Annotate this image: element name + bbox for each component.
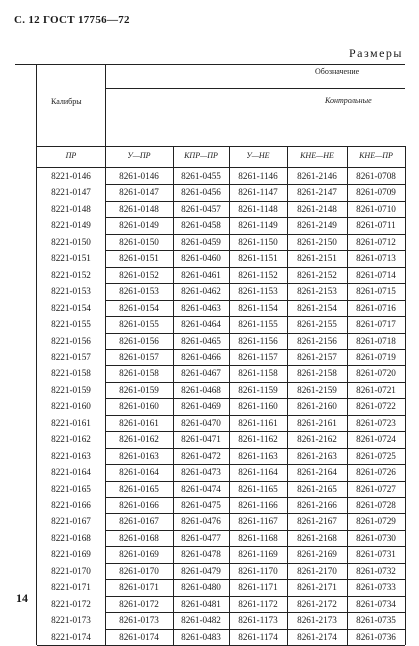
table-cell: 8261-2161 xyxy=(297,417,337,428)
table-cell: 8261-2171 xyxy=(297,582,337,593)
table-cell: 8261-0174 xyxy=(119,631,159,642)
table-cell: 8261-0732 xyxy=(356,565,396,576)
table-cell: 8261-0477 xyxy=(181,532,221,543)
column-header: КНЕ—ПР xyxy=(359,151,393,160)
table-cell: 8261-0713 xyxy=(356,253,396,264)
table-cell: 8221-0147 xyxy=(51,187,91,198)
table-cell: 8261-0459 xyxy=(181,236,221,247)
table-cell: 8261-1153 xyxy=(238,286,278,297)
table-cell: 8261-0159 xyxy=(119,384,159,395)
table-cell: 8261-0721 xyxy=(356,384,396,395)
table-cell: 8261-2169 xyxy=(297,549,337,560)
table-cell: 8261-1167 xyxy=(238,516,278,527)
table-cell: 8261-0166 xyxy=(119,500,159,510)
table-cell: 8261-0480 xyxy=(181,582,221,593)
table-right-rule xyxy=(405,146,406,645)
table-cell: 8261-2172 xyxy=(297,598,337,609)
table-cell: 8261-0728 xyxy=(356,500,396,510)
table-cell: 8261-0471 xyxy=(181,434,221,445)
row-rule xyxy=(105,184,405,185)
row-rule xyxy=(105,382,405,383)
table-cell: 8261-0463 xyxy=(181,302,221,313)
table-cell: 8261-0467 xyxy=(181,368,221,379)
table-cell: 8261-2146 xyxy=(297,171,337,181)
table-cell: 8261-1149 xyxy=(238,220,278,231)
table-cell: 8261-0155 xyxy=(119,319,159,330)
table-cell: 8261-1157 xyxy=(238,351,278,362)
table-cell: 8221-0149 xyxy=(51,220,91,231)
row-rule xyxy=(105,448,405,449)
table-cell: 8261-0735 xyxy=(356,615,396,626)
table-cell: 8261-2150 xyxy=(297,236,337,247)
table-cell: 8261-2164 xyxy=(297,467,337,478)
table-cell: 8261-0170 xyxy=(119,565,159,576)
table-cell: 8261-2165 xyxy=(297,483,337,494)
table-cell: 8261-2148 xyxy=(297,203,337,214)
table-cell: 8261-1146 xyxy=(238,171,278,181)
table-cell: 8261-2155 xyxy=(297,319,337,330)
table-cell: 8261-0726 xyxy=(356,467,396,478)
table-cell: 8221-0155 xyxy=(51,319,91,330)
section-title: Размеры xyxy=(348,46,403,60)
table-cell: 8261-0482 xyxy=(181,615,221,626)
table-cell: 8221-0170 xyxy=(51,565,91,576)
row-rule xyxy=(105,217,405,218)
table-cell: 8261-2157 xyxy=(297,351,337,362)
table-cell: 8261-0156 xyxy=(119,335,159,346)
table-cell: 8261-0171 xyxy=(119,582,159,593)
table-cell: 8261-0716 xyxy=(356,302,396,313)
table-cell: 8261-0458 xyxy=(181,220,221,231)
row-rule xyxy=(105,464,405,465)
table-cell: 8261-0148 xyxy=(119,203,159,214)
table-cell: 8261-0147 xyxy=(119,187,159,198)
row-rule xyxy=(105,596,405,597)
table-cell: 8261-1152 xyxy=(238,269,278,280)
table-cell: 8261-0163 xyxy=(119,450,159,461)
table-cell: 8261-2159 xyxy=(297,384,337,395)
table-cell: 8221-0154 xyxy=(51,302,91,313)
table-cell: 8261-1162 xyxy=(238,434,278,445)
table-cell: 8261-0479 xyxy=(181,565,221,576)
table-cell: 8261-0478 xyxy=(181,549,221,560)
row-rule xyxy=(105,234,405,235)
page-number: 14 xyxy=(16,591,28,605)
table-cell: 8261-1171 xyxy=(238,582,278,593)
table-cell: 8261-0160 xyxy=(119,401,159,412)
table-cell: 8261-0711 xyxy=(356,220,396,231)
table-cell: 8261-0724 xyxy=(356,434,396,445)
row-rule xyxy=(105,365,405,366)
table-cell: 8221-0156 xyxy=(51,335,91,346)
row-rule xyxy=(105,333,405,334)
row-rule xyxy=(105,283,405,284)
table-cell: 8261-0158 xyxy=(119,368,159,379)
table-cell: 8221-0166 xyxy=(51,500,91,510)
table-cell: 8261-0483 xyxy=(181,631,221,642)
table-cell: 8261-0151 xyxy=(119,253,159,264)
table-cell: 8221-0152 xyxy=(51,269,91,280)
table-cell: 8261-0172 xyxy=(119,598,159,609)
column-header: У—ПР xyxy=(127,151,151,160)
table-cell: 8261-0727 xyxy=(356,483,396,494)
table-cell: 8261-2160 xyxy=(297,401,337,412)
column-header: КНЕ—НЕ xyxy=(300,151,334,160)
table-cell: 8261-0464 xyxy=(181,319,221,330)
table-cell: 8261-2174 xyxy=(297,631,337,642)
table-cell: 8221-0162 xyxy=(51,434,91,445)
table-top-rule xyxy=(15,64,405,65)
table-cell: 8261-1158 xyxy=(238,368,278,379)
table-cell: 8261-0720 xyxy=(356,368,396,379)
page-header: С. 12 ГОСТ 17756—72 xyxy=(14,14,130,26)
designation-rule xyxy=(105,88,405,89)
row-rule xyxy=(105,415,405,416)
table-cell: 8261-0168 xyxy=(119,532,159,543)
table-cell: 8261-0455 xyxy=(181,171,221,181)
table-cell: 8261-0173 xyxy=(119,615,159,626)
table-cell: 8261-0475 xyxy=(181,500,221,510)
table-cell: 8221-0168 xyxy=(51,532,91,543)
table-cell: 8261-2166 xyxy=(297,500,337,510)
table-cell: 8261-1168 xyxy=(238,532,278,543)
table-cell: 8261-2170 xyxy=(297,565,337,576)
table-cell: 8261-0460 xyxy=(181,253,221,264)
row-rule xyxy=(105,349,405,350)
column-header: КПР—ПР xyxy=(184,151,218,160)
table-cell: 8221-0148 xyxy=(51,203,91,214)
table-cell: 8261-2158 xyxy=(297,368,337,379)
table-cell: 8261-1151 xyxy=(238,253,278,264)
table-cell: 8261-1173 xyxy=(238,615,278,626)
table-cell: 8261-0722 xyxy=(356,401,396,412)
table-cell: 8221-0157 xyxy=(51,351,91,362)
column-head-rule xyxy=(37,146,405,147)
row-rule xyxy=(105,201,405,202)
table-cell: 8261-1166 xyxy=(238,500,278,510)
row-rule xyxy=(105,481,405,482)
column-header: ПР xyxy=(65,151,77,160)
table-cell: 8261-1172 xyxy=(238,598,278,609)
table-cell: 8221-0165 xyxy=(51,483,91,494)
table-cell: 8261-2152 xyxy=(297,269,337,280)
row-rule xyxy=(105,546,405,547)
table-cell: 8261-2168 xyxy=(297,532,337,543)
table-cell: 8261-2162 xyxy=(297,434,337,445)
table-cell: 8261-2163 xyxy=(297,450,337,461)
table-cell: 8261-1161 xyxy=(238,417,278,428)
table-cell: 8221-0167 xyxy=(51,516,91,527)
dimensions-table xyxy=(36,64,405,645)
table-cell: 8261-2173 xyxy=(297,615,337,626)
table-cell: 8221-0164 xyxy=(51,467,91,478)
table-cell: 8261-0474 xyxy=(181,483,221,494)
table-cell: 8261-0468 xyxy=(181,384,221,395)
table-cell: 8261-0154 xyxy=(119,302,159,313)
table-cell: 8261-2147 xyxy=(297,187,337,198)
row-rule xyxy=(105,316,405,317)
table-cell: 8261-0167 xyxy=(119,516,159,527)
row-rule xyxy=(105,629,405,630)
table-cell: 8221-0150 xyxy=(51,236,91,247)
table-cell: 8261-0472 xyxy=(181,450,221,461)
table-cell: 8261-0725 xyxy=(356,450,396,461)
table-cell: 8261-0164 xyxy=(119,467,159,478)
table-cell: 8261-1169 xyxy=(238,549,278,560)
table-cell: 8221-0159 xyxy=(51,384,91,395)
row-rule xyxy=(105,250,405,251)
table-cell: 8261-0736 xyxy=(356,631,396,642)
table-cell: 8261-0476 xyxy=(181,516,221,527)
table-cell: 8221-0146 xyxy=(51,171,91,181)
row-rule xyxy=(105,431,405,432)
designation-label: Обозначение xyxy=(315,67,360,76)
table-cell: 8261-1164 xyxy=(238,467,278,478)
table-cell: 8261-0719 xyxy=(356,351,396,362)
table-cell: 8261-0150 xyxy=(119,236,159,247)
table-cell: 8261-1156 xyxy=(238,335,278,346)
table-cell: 8261-0717 xyxy=(356,319,396,330)
table-cell: 8261-1165 xyxy=(238,483,278,494)
table-cell: 8261-0157 xyxy=(119,351,159,362)
table-cell: 8261-0149 xyxy=(119,220,159,231)
row-rule xyxy=(105,398,405,399)
control-label: Контрольные xyxy=(325,96,372,105)
table-cell: 8261-0470 xyxy=(181,417,221,428)
column-header: У—НЕ xyxy=(246,151,270,160)
row-rule xyxy=(105,563,405,564)
table-cell: 8261-1159 xyxy=(238,384,278,395)
gauges-label: Калибры xyxy=(51,97,82,106)
row-rule xyxy=(105,612,405,613)
table-cell: 8221-0163 xyxy=(51,450,91,461)
table-cell: 8261-0473 xyxy=(181,467,221,478)
table-cell: 8261-0731 xyxy=(356,549,396,560)
table-cell: 8261-2167 xyxy=(297,516,337,527)
table-cell: 8221-0160 xyxy=(51,401,91,412)
row-rule xyxy=(105,513,405,514)
table-cell: 8221-0153 xyxy=(51,286,91,297)
table-cell: 8261-0153 xyxy=(119,286,159,297)
row-rule xyxy=(105,267,405,268)
table-cell: 8261-2149 xyxy=(297,220,337,231)
table-cell: 8261-1174 xyxy=(238,631,278,642)
table-cell: 8261-0457 xyxy=(181,203,221,214)
table-cell: 8261-0715 xyxy=(356,286,396,297)
table-cell: 8261-0165 xyxy=(119,483,159,494)
table-cell: 8261-1160 xyxy=(238,401,278,412)
table-cell: 8261-1155 xyxy=(238,319,278,330)
table-cell: 8261-0718 xyxy=(356,335,396,346)
table-cell: 8261-0714 xyxy=(356,269,396,280)
table-cell: 8261-0146 xyxy=(119,171,159,181)
table-cell: 8261-0169 xyxy=(119,549,159,560)
table-cell: 8261-0465 xyxy=(181,335,221,346)
table-cell: 8221-0151 xyxy=(51,253,91,264)
table-cell: 8261-0152 xyxy=(119,269,159,280)
table-cell: 8261-0712 xyxy=(356,236,396,247)
table-cell: 8221-0174 xyxy=(51,631,91,642)
row-rule xyxy=(105,300,405,301)
table-cell: 8221-0169 xyxy=(51,549,91,560)
table-cell: 8261-0730 xyxy=(356,532,396,543)
table-cell: 8261-1147 xyxy=(238,187,278,198)
table-cell: 8261-0456 xyxy=(181,187,221,198)
table-cell: 8261-1154 xyxy=(238,302,278,313)
table-cell: 8261-0710 xyxy=(356,203,396,214)
table-cell: 8221-0172 xyxy=(51,598,91,609)
table-cell: 8261-0729 xyxy=(356,516,396,527)
table-cell: 8261-1170 xyxy=(238,565,278,576)
table-cell: 8261-2156 xyxy=(297,335,337,346)
row-rule xyxy=(105,530,405,531)
table-cell: 8221-0161 xyxy=(51,417,91,428)
table-cell: 8261-0723 xyxy=(356,417,396,428)
table-cell: 8261-0461 xyxy=(181,269,221,280)
table-cell: 8221-0158 xyxy=(51,368,91,379)
table-cell: 8261-0469 xyxy=(181,401,221,412)
table-cell: 8261-0733 xyxy=(356,582,396,593)
table-cell: 8221-0171 xyxy=(51,582,91,593)
table-cell: 8261-0734 xyxy=(356,598,396,609)
table-cell: 8261-0481 xyxy=(181,598,221,609)
table-cell: 8261-0161 xyxy=(119,417,159,428)
table-cell: 8261-1150 xyxy=(238,236,278,247)
row-rule xyxy=(105,497,405,498)
table-cell: 8261-0709 xyxy=(356,187,396,198)
row-rule xyxy=(105,579,405,580)
table-cell: 8261-2153 xyxy=(297,286,337,297)
table-cell: 8261-0462 xyxy=(181,286,221,297)
table-cell: 8261-0708 xyxy=(356,171,396,181)
table-cell: 8261-1148 xyxy=(238,203,278,214)
table-cell: 8261-2151 xyxy=(297,253,337,264)
table-cell: 8261-0162 xyxy=(119,434,159,445)
table-cell: 8261-2154 xyxy=(297,302,337,313)
table-cell: 8261-0466 xyxy=(181,351,221,362)
table-cell: 8261-1163 xyxy=(238,450,278,461)
table-cell: 8221-0173 xyxy=(51,615,91,626)
